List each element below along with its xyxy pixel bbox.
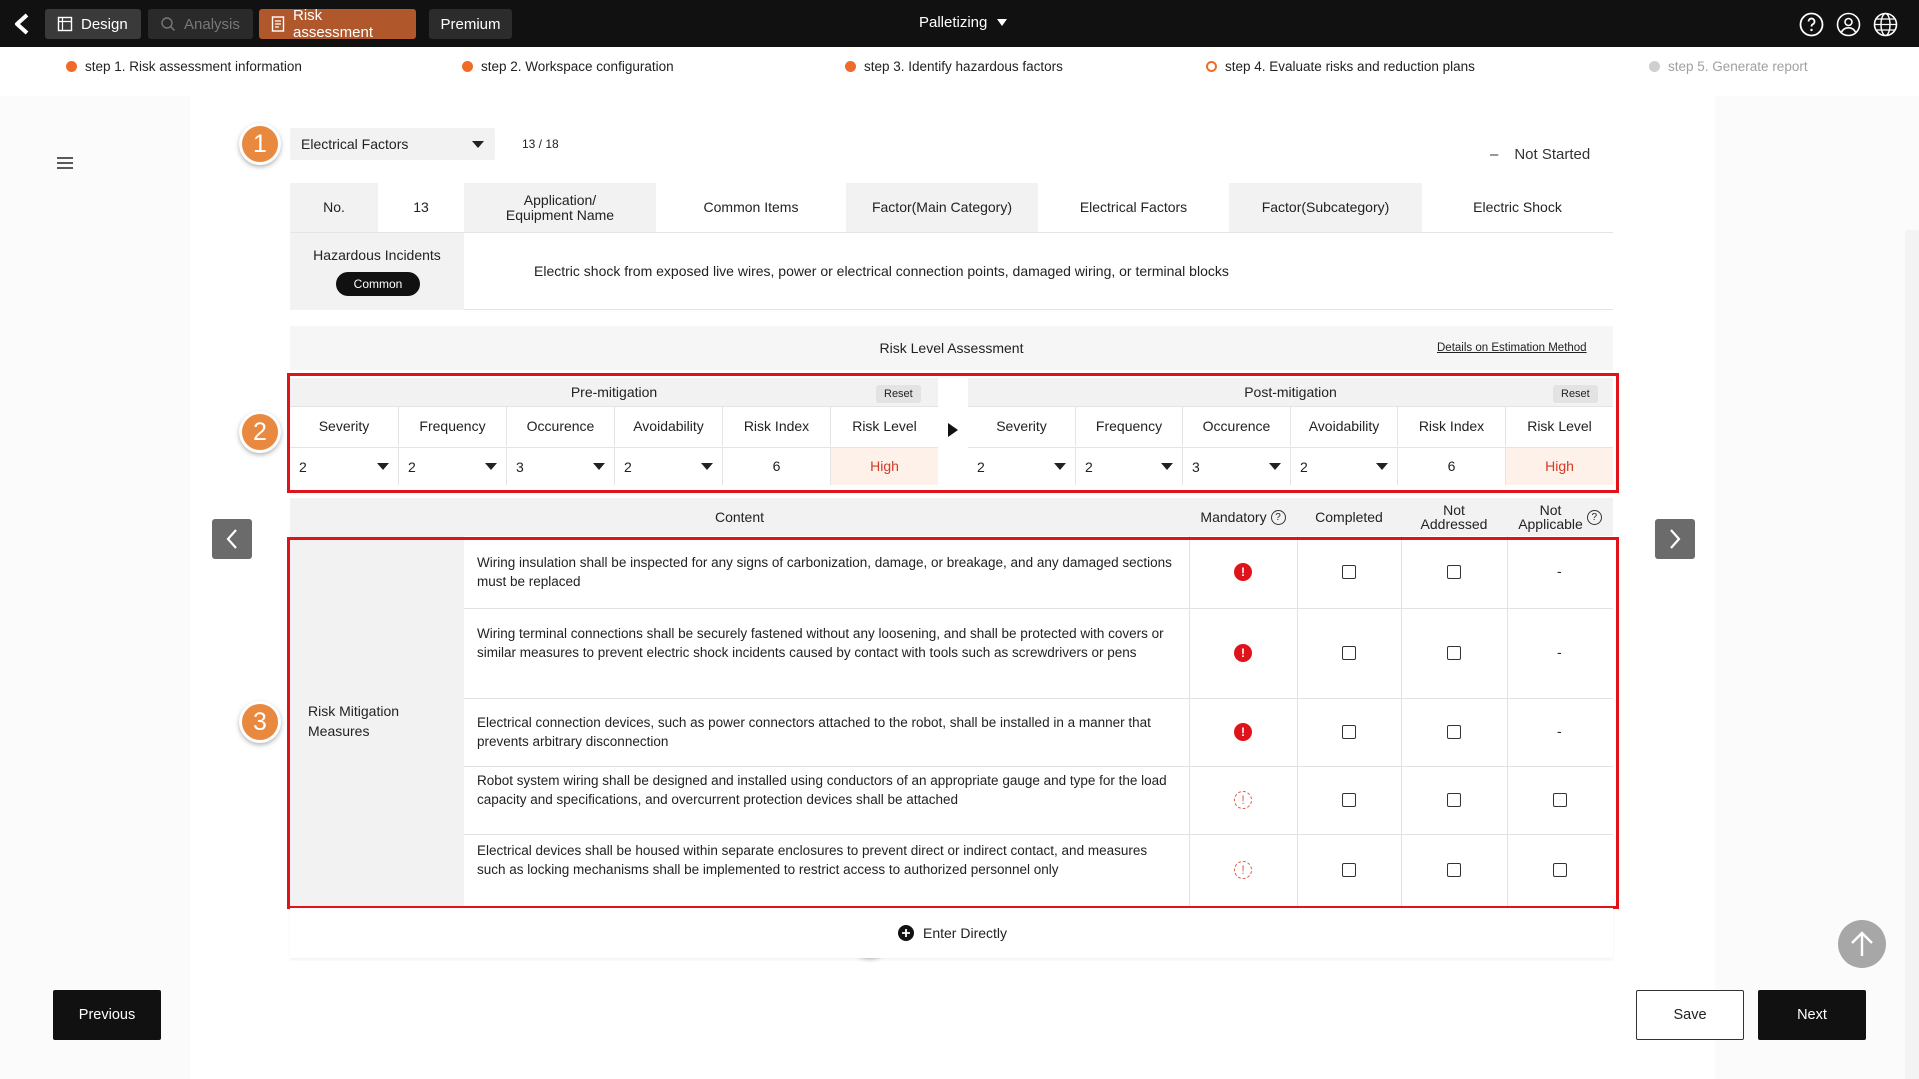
measure-text: Robot system wiring shall be designed and installed using conductors of an appropriate gauge and type for the load capacity and specifications, and overcurrent protection devices shall be attached [477, 772, 1167, 807]
help-icon[interactable] [1799, 12, 1824, 37]
plus-circle-icon [898, 925, 914, 941]
pre-frequency-text: 2 [408, 458, 416, 475]
optional-alert-icon: ! [1234, 791, 1252, 809]
step-pending-dot [1649, 61, 1660, 72]
step-2-label: step 2. Workspace configuration [481, 59, 674, 74]
pre-risk-level-text: High [870, 458, 899, 474]
no-label: No. [290, 183, 378, 233]
mandatory-alert-icon: ! [1234, 644, 1252, 662]
no-value: 13 [378, 183, 464, 233]
step-3-label: step 3. Identify hazardous factors [864, 59, 1063, 74]
post-occurence-header: Occurence [1182, 406, 1290, 446]
mandatory-alert-icon: ! [1234, 563, 1252, 581]
page-margin-right [1715, 96, 1919, 1079]
subcategory-label: Factor(Subcategory) [1229, 183, 1422, 233]
step-current-dot [1206, 61, 1217, 72]
help-icon[interactable]: ? [1587, 510, 1602, 525]
not-applicable-dash: - [1557, 723, 1562, 739]
step-2[interactable] [462, 59, 674, 74]
step-done-dot [462, 61, 473, 72]
save-button[interactable]: Save [1636, 990, 1744, 1040]
post-mitigation-title: Post-mitigation [1244, 383, 1337, 400]
factor-category-select[interactable] [290, 128, 495, 160]
not-applicable-header-label: Not Applicable [1518, 502, 1583, 532]
step-done-dot [66, 61, 77, 72]
status-label: Not Started [1514, 146, 1591, 163]
app-title-dropdown[interactable] [919, 14, 1007, 31]
help-icon[interactable]: ? [1271, 510, 1286, 525]
pre-severity-header: Severity [290, 406, 398, 446]
post-avoidability-header: Avoidability [1290, 406, 1397, 446]
post-avoidability-text: 2 [1300, 458, 1308, 475]
enter-directly-button[interactable] [898, 925, 1007, 941]
enter-directly-label: Enter Directly [923, 925, 1008, 941]
step-1[interactable] [66, 59, 302, 74]
chevron-left-icon [225, 528, 239, 550]
measure-text: Wiring insulation shall be inspected for any signs of carbonization, damage, or breakage, and any damaged sections must be replaced [477, 554, 1172, 589]
tab-design[interactable] [45, 9, 141, 39]
optional-alert-icon: ! [1234, 861, 1252, 879]
hazard-description: Electric shock from exposed live wires, power or electrical connection points, damaged wiring, or terminal blocks [464, 233, 1613, 310]
highlight-box-measures [287, 537, 1619, 909]
post-occurence-text: 3 [1192, 458, 1200, 475]
tab-analysis[interactable] [148, 9, 253, 39]
pre-avoidability-header: Avoidability [614, 406, 722, 446]
hamburger-menu-icon[interactable] [56, 156, 74, 170]
post-risk-level-text: High [1545, 458, 1574, 474]
step-5[interactable] [1649, 59, 1808, 74]
page-margin-left [0, 96, 190, 1079]
hazard-common-badge: Common [336, 272, 420, 296]
step-1-label: step 1. Risk assessment information [85, 59, 302, 74]
step-5-label: step 5. Generate report [1668, 59, 1808, 74]
main-category-value: Electrical Factors [1038, 183, 1229, 233]
item-counter: 13 / 18 [522, 137, 559, 151]
callout-3: 3 [239, 701, 281, 743]
post-risk-index-header: Risk Index [1397, 406, 1505, 446]
pre-risk-level-header: Risk Level [830, 406, 938, 446]
factor-category-value: Electrical Factors [301, 136, 409, 152]
measure-text: Wiring terminal connections shall be securely fastened without any loosening, and shall be protected with covers or similar measures to prevent electric shock incidents caused by contact with tools such as screwdrivers or pens [477, 625, 1164, 660]
post-frequency-text: 2 [1085, 458, 1093, 475]
next-item-button[interactable] [1655, 519, 1695, 559]
pre-severity-text: 2 [299, 458, 307, 475]
risk-mitigation-label: Risk Mitigation Measures [308, 703, 400, 739]
mandatory-alert-icon: ! [1234, 723, 1252, 741]
user-icon[interactable] [1836, 12, 1861, 37]
previous-item-button[interactable] [212, 519, 252, 559]
tab-risk-assessment[interactable] [259, 9, 416, 39]
previous-button[interactable]: Previous [53, 990, 161, 1040]
post-reset-button[interactable]: Reset [1553, 385, 1598, 403]
pre-frequency-header: Frequency [398, 406, 506, 446]
step-3[interactable] [845, 59, 1063, 74]
post-severity-text: 2 [977, 458, 985, 475]
callout-2: 2 [239, 411, 281, 453]
step-4[interactable] [1206, 59, 1475, 74]
post-severity-header: Severity [968, 406, 1075, 446]
subcategory-value: Electric Shock [1422, 183, 1613, 233]
tab-design-label: Design [81, 15, 128, 33]
pre-occurence-text: 3 [516, 458, 524, 475]
step-done-dot [845, 61, 856, 72]
content-header: Content [714, 508, 765, 525]
scroll-to-top-button[interactable] [1838, 920, 1886, 968]
callout-1: 1 [239, 123, 281, 165]
dropdown-caret-icon [472, 141, 484, 148]
status-indicator [1490, 146, 1590, 163]
hazard-label: Hazardous Incidents [313, 246, 441, 263]
app-title: Palletizing [919, 14, 988, 31]
arrow-up-icon [1849, 930, 1875, 958]
measure-text: Electrical connection devices, such as power connectors attached to the robot, shall be installed in a manner that prevents arbitrary disconnection [477, 714, 1151, 749]
pre-occurence-header: Occurence [506, 406, 614, 446]
tab-premium[interactable] [429, 9, 512, 39]
post-risk-index-text: 6 [1447, 458, 1456, 474]
back-arrow-icon[interactable] [12, 12, 38, 36]
step-4-label: step 4. Evaluate risks and reduction plans [1225, 59, 1475, 74]
mandatory-header [1189, 498, 1297, 536]
pre-reset-button[interactable]: Reset [876, 385, 921, 403]
design-icon [57, 16, 73, 32]
post-risk-level-header: Risk Level [1505, 406, 1613, 446]
pre-risk-index-header: Risk Index [722, 406, 830, 446]
main-category-label: Factor(Main Category) [846, 183, 1038, 233]
chevron-down-icon [997, 19, 1007, 26]
post-frequency-header: Frequency [1075, 406, 1182, 446]
highlight-box-risk [287, 373, 1619, 493]
tab-premium-label: Premium [440, 15, 501, 33]
application-value: Common Items [656, 183, 846, 233]
not-addressed-header: Not Addressed [1420, 502, 1488, 532]
estimation-method-link[interactable]: Details on Estimation Method [1437, 342, 1587, 354]
not-applicable-dash: - [1557, 644, 1562, 660]
not-applicable-header [1507, 498, 1613, 536]
scrollbar[interactable] [1905, 230, 1919, 1079]
globe-icon[interactable] [1873, 12, 1898, 37]
mandatory-header-label: Mandatory [1200, 508, 1267, 525]
document-icon [271, 16, 285, 32]
measure-text: Electrical devices shall be housed within separate enclosures to prevent direct or indirect contact, and measures such as locking mechanisms shall be implemented to restrict access to authorized personnel only [477, 842, 1148, 877]
pre-risk-index-text: 6 [772, 458, 781, 474]
top-navigation-bar [0, 0, 1919, 47]
pre-mitigation-title: Pre-mitigation [570, 383, 658, 400]
tab-analysis-label: Analysis [184, 15, 240, 33]
tab-risk-assessment-label: Risk assessment [293, 7, 374, 41]
status-dash: – [1490, 146, 1499, 163]
chevron-right-icon [1668, 528, 1682, 550]
analysis-icon [160, 16, 176, 32]
pre-avoidability-text: 2 [624, 458, 632, 475]
application-label: Application/ Equipment Name [464, 183, 656, 233]
risk-level-title: Risk Level Assessment [879, 339, 1024, 356]
completed-header: Completed [1315, 508, 1383, 525]
next-button[interactable]: Next [1758, 990, 1866, 1040]
not-applicable-dash: - [1557, 563, 1562, 579]
